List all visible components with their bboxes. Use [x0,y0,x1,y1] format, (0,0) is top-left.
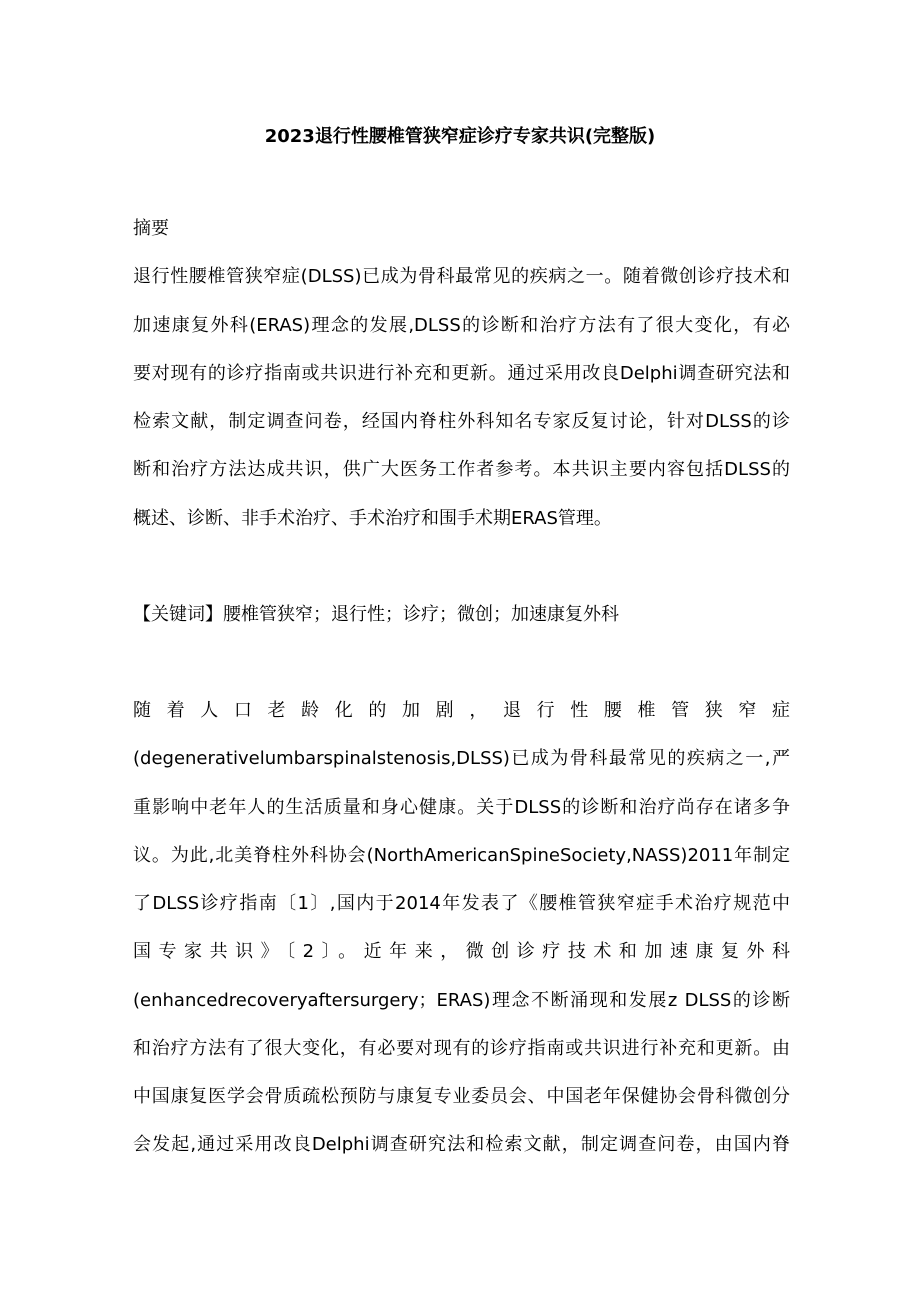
body-line: 和治疗方法有了很大变化，有必要对现有的诊疗指南或共识进行补充和更新。由 [133,1038,790,1059]
body-line: 随着人口老龄化的加剧，退行性腰椎管狭窄症 [133,700,790,721]
keywords-line: 【关键词】腰椎管狭窄；退行性；诊疗；微创；加速康复外科 [133,604,619,625]
abstract-line: 概述、诊断、非手术治疗、手术治疗和围手术期ERAS管理。 [133,508,612,529]
body-line: (enhancedrecoveryaftersurgery；ERAS)理念不断涌现和发展z DLSS的诊断 [133,990,790,1011]
abstract-line: 加速康复外科(ERAS)理念的发展,DLSS的诊断和治疗方法有了很大变化，有必 [133,315,790,336]
abstract-line: 要对现有的诊疗指南或共识进行补充和更新。通过采用改良Delphi调查研究法和 [133,363,790,384]
body-line: 了DLSS诊疗指南〔1〕,国内于2014年发表了《腰椎管狭窄症手术治疗规范中 [133,893,790,914]
body-line: 议。为此,北美脊柱外科协会(NorthAmericanSpineSociety,NASS)2011年制定 [133,845,790,866]
abstract-line: 断和治疗方法达成共识，供广大医务工作者参考。本共识主要内容包括DLSS的 [133,459,790,480]
body-line: (degenerativelumbarspinalstenosis,DLSS)已成为骨科最常见的疾病之一,严 [133,748,790,769]
body-line: 国专家共识》〔2〕。近年来，微创诊疗技术和加速康复外科 [133,941,790,962]
body-line: 中国康复医学会骨质疏松预防与康复专业委员会、中国老年保健协会骨科微创分 [133,1086,790,1107]
abstract-heading: 摘要 [133,218,169,239]
body-line: 重影响中老年人的生活质量和身心健康。关于DLSS的诊断和治疗尚存在诸多争 [133,797,790,818]
body-line: 会发起,通过采用改良Delphi调查研究法和检索文献，制定调查问卷，由国内脊 [133,1134,790,1155]
document-title: 2023退行性腰椎管狭窄症诊疗专家共识(完整版) [264,126,656,147]
abstract-line: 检索文献，制定调查问卷，经国内脊柱外科知名专家反复讨论，针对DLSS的诊 [133,411,790,432]
abstract-line: 退行性腰椎管狭窄症(DLSS)已成为骨科最常见的疾病之一。随着微创诊疗技术和 [133,266,790,287]
